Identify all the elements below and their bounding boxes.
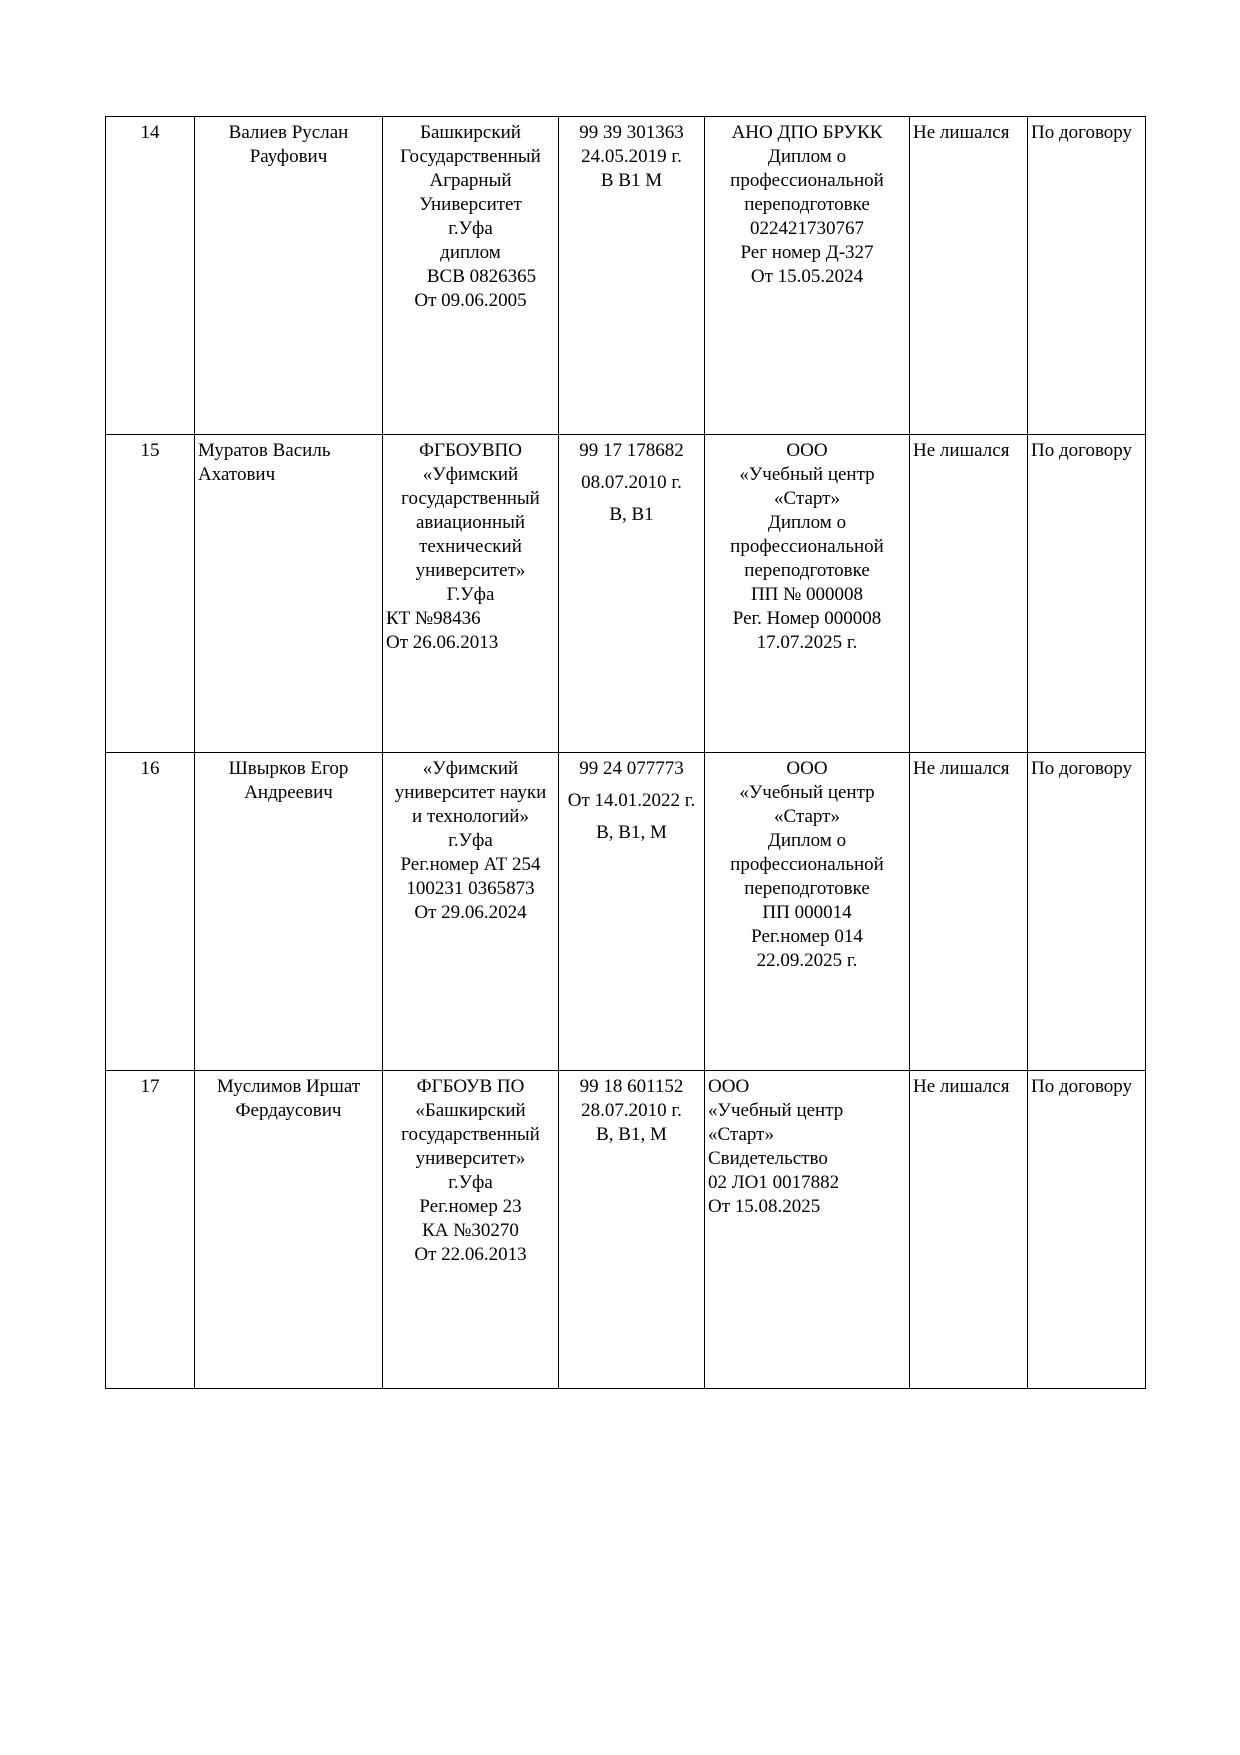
basis-cell xyxy=(1028,435,1146,753)
education-cell xyxy=(383,435,559,753)
education-line: государственный xyxy=(401,488,540,509)
training-line: 022421730767 xyxy=(750,218,864,239)
education-line: ВСВ 0826365 xyxy=(426,266,537,287)
education-line: КТ №98436 xyxy=(386,608,481,629)
training-line: «Старт» xyxy=(774,806,840,827)
basis-cell xyxy=(1028,117,1146,435)
education-line: г.Уфа xyxy=(448,218,493,239)
education-line: технический xyxy=(419,536,522,557)
training-cell xyxy=(705,1071,910,1389)
education-line: Г.Уфа xyxy=(446,584,495,605)
training-line: ООО xyxy=(786,758,828,779)
training-line: Диплом о xyxy=(767,830,847,851)
name-line: Фердаусович xyxy=(235,1100,342,1121)
basis-status: По договору xyxy=(1031,1076,1133,1097)
name-line: Швырков Егор xyxy=(228,758,349,779)
education-line: г.Уфа xyxy=(448,1172,493,1193)
education-line: От 29.06.2024 xyxy=(414,902,527,923)
education-cell xyxy=(383,117,559,435)
training-cell xyxy=(705,117,910,435)
education-line: Башкирский xyxy=(420,122,521,143)
name-cell xyxy=(195,435,383,753)
row-number-cell xyxy=(106,1071,195,1389)
table-row xyxy=(106,753,1146,1071)
education-line: университет науки xyxy=(394,782,547,803)
education-line: От 26.06.2013 xyxy=(386,632,499,653)
license-line: 99 39 301363 xyxy=(579,122,684,143)
education-line: Университет xyxy=(419,194,522,215)
name-line: Валиев Руслан xyxy=(228,122,349,143)
training-line: «Учебный центр xyxy=(739,464,875,485)
training-line: Рег номер Д-327 xyxy=(740,242,874,263)
records-table xyxy=(105,116,1146,1389)
license-line: В, В1, М xyxy=(596,1124,667,1145)
name-cell xyxy=(195,117,383,435)
basis-cell xyxy=(1028,753,1146,1071)
license-line: 24.05.2019 г. xyxy=(581,146,682,167)
education-line: и технологий» xyxy=(412,806,529,827)
training-line: переподготовке xyxy=(744,878,870,899)
license-line: 28.07.2010 г. xyxy=(581,1100,682,1121)
deprived-status: Не лишался xyxy=(913,440,1010,461)
deprived-cell xyxy=(910,1071,1028,1389)
basis-status: По договору xyxy=(1031,440,1133,461)
education-line: Государственный xyxy=(400,146,541,167)
license-cell xyxy=(559,1071,705,1389)
training-line: профессиональной xyxy=(730,536,884,557)
deprived-cell xyxy=(910,435,1028,753)
education-line: 100231 0365873 xyxy=(406,878,535,899)
training-line: Диплом о xyxy=(767,512,847,533)
training-line: От 15.05.2024 xyxy=(750,266,864,287)
training-line: «Учебный центр xyxy=(708,1100,844,1121)
training-line: ПП № 000008 xyxy=(750,584,864,605)
name-line: Муратов Василь xyxy=(198,440,331,461)
education-line: диплом xyxy=(440,242,501,263)
education-line: «Уфимский xyxy=(422,758,519,779)
license-line: 99 18 601152 xyxy=(579,1076,684,1097)
education-line: Рег.номер АТ 254 xyxy=(400,854,541,875)
deprived-cell xyxy=(910,117,1028,435)
training-line: ПП 000014 xyxy=(762,902,852,923)
training-line: ООО xyxy=(786,440,828,461)
license-cell xyxy=(559,435,705,753)
education-line: Рег.номер 23 xyxy=(419,1196,522,1217)
row-number-cell xyxy=(106,753,195,1071)
training-cell xyxy=(705,435,910,753)
name-line: Андреевич xyxy=(244,782,333,803)
deprived-status: Не лишался xyxy=(913,122,1010,143)
row-number: 14 xyxy=(140,122,160,143)
row-number-cell xyxy=(106,435,195,753)
education-line: государственный xyxy=(401,1124,540,1145)
education-line: ФГБОУВ ПО xyxy=(416,1076,525,1097)
deprived-status: Не лишался xyxy=(913,758,1010,779)
license-cell xyxy=(559,117,705,435)
training-line: «Старт» xyxy=(774,488,840,509)
table-row xyxy=(106,435,1146,753)
training-line: переподготовке xyxy=(744,560,870,581)
training-cell xyxy=(705,753,910,1071)
training-line: 17.07.2025 г. xyxy=(756,632,858,653)
education-cell xyxy=(383,753,559,1071)
training-line: Свидетельство xyxy=(708,1148,828,1169)
name-line: Муслимов Иршат xyxy=(216,1076,361,1097)
license-line: В В1 М xyxy=(600,170,663,191)
name-line: Рауфович xyxy=(249,146,328,167)
education-line: «Башкирский xyxy=(415,1100,526,1121)
training-line: ООО xyxy=(708,1076,750,1097)
training-line: Рег. Номер 000008 xyxy=(732,608,882,629)
basis-status: По договору xyxy=(1031,758,1133,779)
deprived-status: Не лишался xyxy=(913,1076,1010,1097)
row-number: 16 xyxy=(140,758,160,779)
training-line: «Старт» xyxy=(708,1124,774,1145)
education-line: Аграрный xyxy=(429,170,512,191)
deprived-cell xyxy=(910,753,1028,1071)
training-line: От 15.08.2025 xyxy=(708,1196,821,1217)
training-line: переподготовке xyxy=(744,194,870,215)
education-line: КА №30270 xyxy=(422,1220,519,1241)
training-line: «Учебный центр xyxy=(739,782,875,803)
training-line: профессиональной xyxy=(730,854,884,875)
license-line: В, В1, М xyxy=(596,822,667,843)
row-number-cell xyxy=(106,117,195,435)
license-line: От 14.01.2022 г. xyxy=(567,790,696,811)
name-cell xyxy=(195,1071,383,1389)
training-line: 02 ЛО1 0017882 xyxy=(708,1172,840,1193)
training-line: профессиональной xyxy=(730,170,884,191)
name-line: Ахатович xyxy=(198,464,276,485)
training-line: Рег.номер 014 xyxy=(751,926,863,947)
education-line: От 09.06.2005 xyxy=(414,290,527,311)
basis-cell xyxy=(1028,1071,1146,1389)
training-line: АНО ДПО БРУКК xyxy=(731,122,883,143)
education-line: авиационный xyxy=(415,512,526,533)
education-line: университет» xyxy=(415,560,526,581)
education-line: От 22.06.2013 xyxy=(414,1244,527,1265)
education-line: университет» xyxy=(415,1148,526,1169)
basis-status: По договору xyxy=(1031,122,1133,143)
license-line: В, В1 xyxy=(609,504,654,525)
license-line: 99 17 178682 xyxy=(579,440,684,461)
license-line: 08.07.2010 г. xyxy=(581,472,682,493)
license-cell xyxy=(559,753,705,1071)
education-line: ФГБОУВПО xyxy=(419,440,522,461)
license-line: 99 24 077773 xyxy=(579,758,684,779)
table-row xyxy=(106,117,1146,435)
name-cell xyxy=(195,753,383,1071)
education-cell xyxy=(383,1071,559,1389)
row-number: 15 xyxy=(140,440,160,461)
education-line: г.Уфа xyxy=(448,830,493,851)
training-line: 22.09.2025 г. xyxy=(756,950,858,971)
education-line: «Уфимский xyxy=(422,464,519,485)
row-number: 17 xyxy=(140,1076,160,1097)
training-line: Диплом о xyxy=(767,146,847,167)
table-row xyxy=(106,1071,1146,1389)
